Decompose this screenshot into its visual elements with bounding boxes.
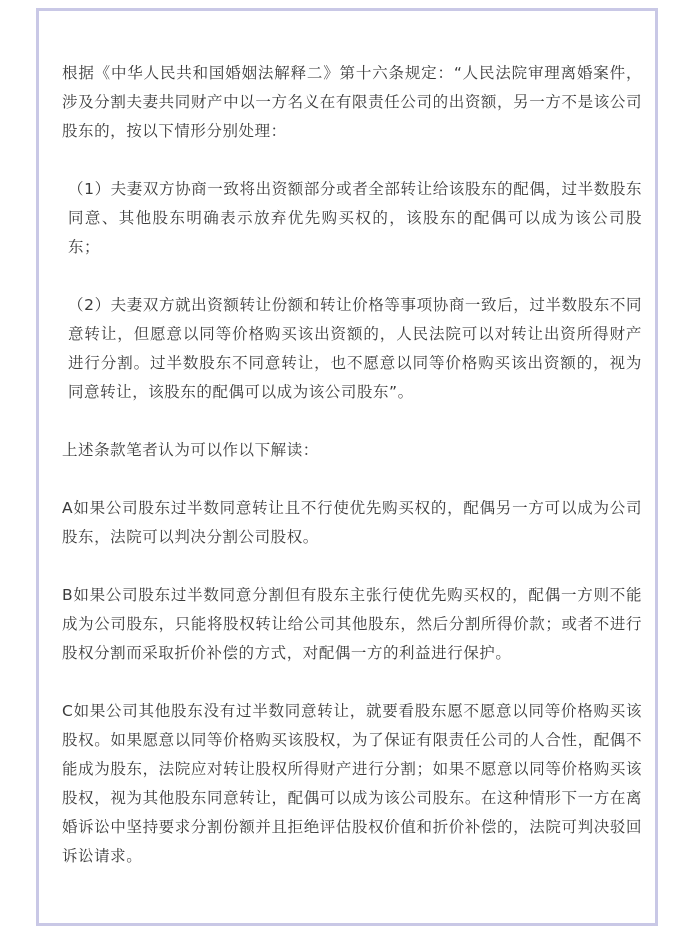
paragraph-clause-2: （2）夫妻双方就出资额转让份额和转让价格等事项协商一致后，过半数股东不同意转让，但愿意以同等价格购买该出资额的，人民法院可以对转让出资所得财产进行分割。过半数股东不同意转让，也不愿意以同等价格购买该出资额的，视为同意转让，该股东的配偶可以成为该公司股东”。 [68,296,642,401]
document-frame [36,8,658,926]
paragraph-intro: 根据《中华人民共和国婚姻法解释二》第十六条规定：“人民法院审理离婚案件，涉及分割夫妻共同财产中以一方名义在有限责任公司的出资额，另一方不是该公司股东的，按以下情形分别处理： [62,64,642,140]
paragraph-point-c: C如果公司其他股东没有过半数同意转让，就要看股东愿不愿意以同等价格购买该股权。如果愿意以同等价格购买该股权，为了保证有限责任公司的人合性，配偶不能成为股东，法院应对转让股权所得财产进行分割；如果不愿意以同等价格购买该股权，视为其他股东同意转让，配偶可以成为该公司股东。在这种情形下一方在离婚诉讼中坚持要求分割份额并且拒绝评估股权价值和折价补偿的，法院可判决驳回诉讼请求。 [62,702,642,865]
article-body [62,59,642,871]
paragraph-point-a: A如果公司股东过半数同意转让且不行使优先购买权的，配偶另一方可以成为公司股东，法院可以判决分割公司股权。 [62,499,642,546]
paragraph-point-b: B如果公司股东过半数同意分割但有股东主张行使优先购买权的，配偶一方则不能成为公司股东，只能将股权转让给公司其他股东，然后分割所得价款；或者不进行股权分割而采取折价补偿的方式，对配偶一方的利益进行保护。 [62,586,642,662]
paragraph-interpretation-lead: 上述条款笔者认为可以作以下解读： [62,441,319,459]
paragraph-clause-1: （1）夫妻双方协商一致将出资额部分或者全部转让给该股东的配偶，过半数股东同意、其他股东明确表示放弃优先购买权的，该股东的配偶可以成为该公司股东； [68,180,642,256]
